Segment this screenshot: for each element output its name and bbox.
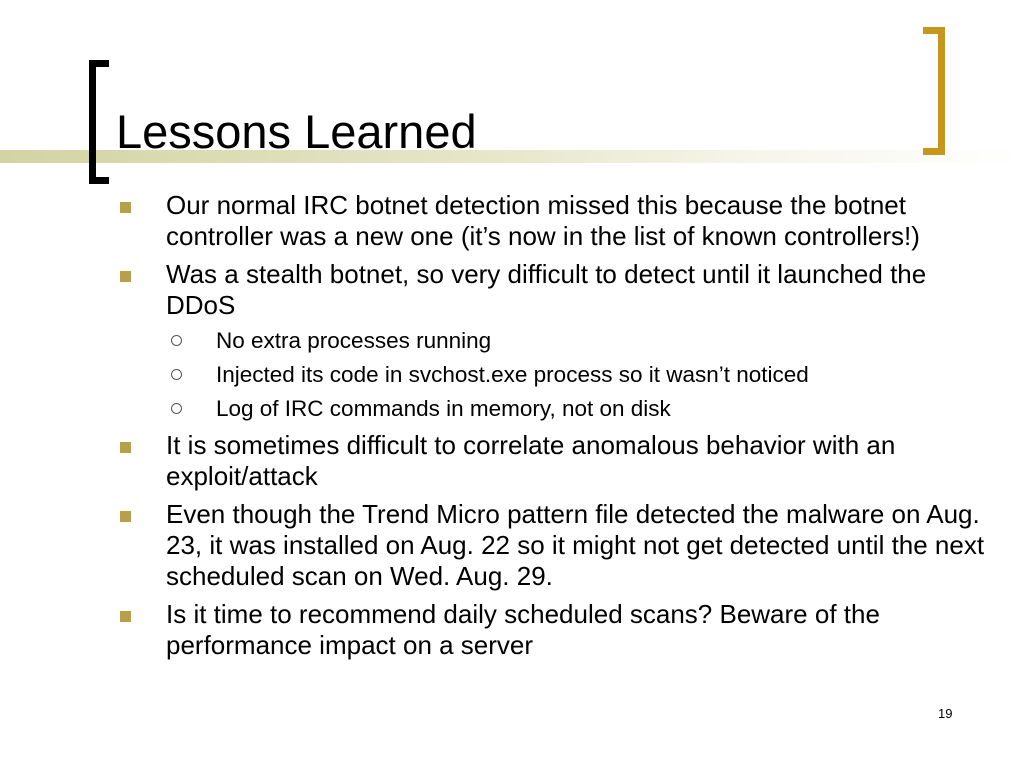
slide-content xyxy=(116,190,996,668)
square-bullet-icon xyxy=(120,611,131,622)
bullet-item xyxy=(116,190,996,252)
bullet-text: It is sometimes difficult to correlate anomalous behavior with an exploit/attack xyxy=(166,430,896,491)
square-bullet-icon xyxy=(120,442,131,453)
square-bullet-icon xyxy=(120,202,131,213)
bullet-item xyxy=(116,499,996,592)
bullet-item xyxy=(116,599,996,661)
bullet-text: Our normal IRC botnet detection missed this because the botnet controller was a new one (it’s now in the list of known controllers!) xyxy=(166,190,920,251)
right-bracket-decoration xyxy=(923,27,945,155)
page-number: 19 xyxy=(938,706,953,721)
bullet-list xyxy=(116,190,996,661)
bullet-text: Is it time to recommend daily scheduled scans? Beware of the performance impact on a server xyxy=(166,599,880,660)
square-bullet-icon xyxy=(120,271,131,282)
square-bullet-icon xyxy=(120,511,131,522)
bullet-text: Was a stealth botnet, so very difficult to detect until it launched the DDoS xyxy=(166,259,927,320)
sub-bullet-item xyxy=(166,327,996,355)
hollow-circle-bullet-icon xyxy=(171,335,182,346)
sub-bullet-text: Injected its code in svchost.exe process so it wasn’t noticed xyxy=(216,362,809,387)
bullet-item xyxy=(116,430,996,492)
slide-title: Lessons Learned xyxy=(116,105,477,158)
sub-bullet-item xyxy=(166,395,996,423)
sub-bullet-text: No extra processes running xyxy=(216,328,492,353)
bullet-item xyxy=(116,259,996,423)
sub-bullet-list xyxy=(166,327,996,423)
sub-bullet-item xyxy=(166,361,996,389)
bullet-text: Even though the Trend Micro pattern file detected the malware on Aug. 23, it was installed on Aug. 22 so it might not get detected until the next scheduled scan on Wed. Aug. 29. xyxy=(166,499,985,591)
left-bracket-decoration xyxy=(89,60,109,184)
hollow-circle-bullet-icon xyxy=(171,403,182,414)
hollow-circle-bullet-icon xyxy=(171,369,182,380)
sub-bullet-text: Log of IRC commands in memory, not on disk xyxy=(216,396,671,421)
